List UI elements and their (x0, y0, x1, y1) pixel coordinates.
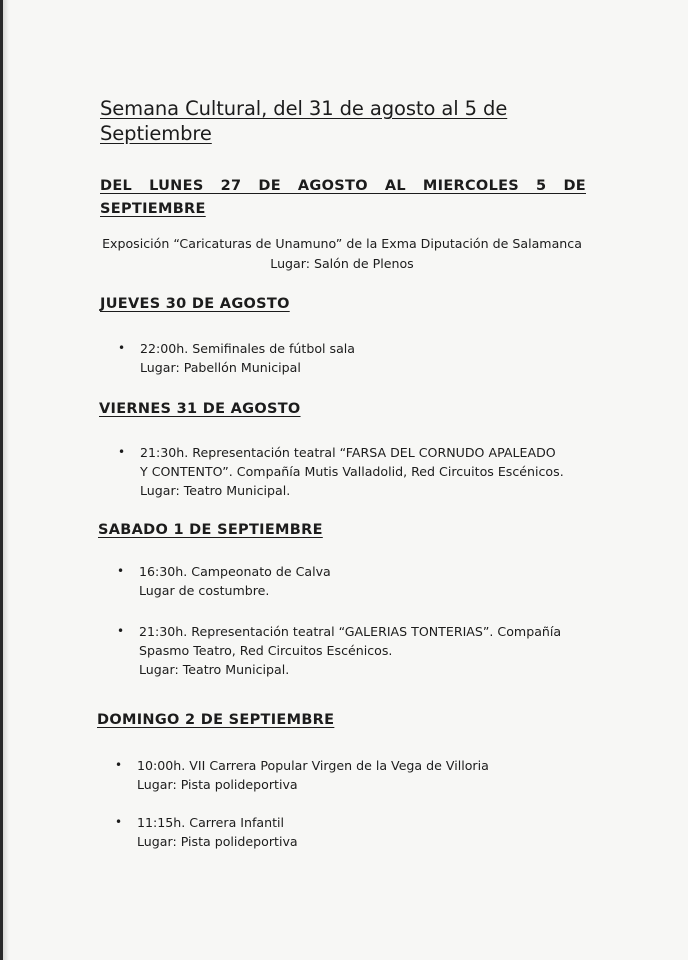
exhibition-heading: DEL LUNES 27 DE AGOSTO AL MIERCOLES 5 DE SEPTIEMBRE (100, 178, 586, 217)
day-heading-domingo: DOMINGO 2 DE SEPTIEMBRE (97, 712, 335, 728)
event-line: 16:30h. Campeonato de Calva (139, 564, 331, 579)
event-place: Lugar de costumbre. (139, 583, 270, 598)
event-item (118, 443, 564, 500)
bullet-icon: • (118, 341, 126, 355)
event-place: Lugar: Teatro Municipal. (140, 483, 291, 498)
event-line: 10:00h. VII Carrera Popular Virgen de la Vega de Villoria (137, 758, 489, 773)
exhibition-place: Lugar: Salón de Plenos (270, 256, 414, 271)
event-line: 21:30h. Representación teatral “GALERIAS TONTERIAS”. Compañía (139, 624, 562, 639)
document-title: Semana Cultural, del 31 de agosto al 5 de Septiembre (100, 97, 508, 145)
bullet-icon: • (115, 758, 123, 772)
event-item (117, 562, 331, 600)
event-place: Lugar: Teatro Municipal. (139, 662, 290, 677)
bullet-icon: • (118, 445, 126, 459)
day-heading-viernes: VIERNES 31 DE AGOSTO (99, 401, 301, 417)
bullet-icon: • (117, 624, 125, 638)
event-place: Lugar: Pista polideportiva (137, 834, 298, 849)
event-line: Y CONTENTO”. Compañía Mutis Valladolid, Red Circuitos Escénicos. (140, 464, 564, 479)
event-line: 22:00h. Semifinales de fútbol sala (140, 341, 356, 356)
exhibition-block (96, 234, 588, 274)
bullet-icon: • (115, 815, 123, 829)
event-item (115, 813, 298, 851)
event-line: Spasmo Teatro, Red Circuitos Escénicos. (139, 643, 393, 658)
event-place: Lugar: Pabellón Municipal (140, 360, 301, 375)
event-line: 21:30h. Representación teatral “FARSA DEL CORNUDO APALEADO (140, 445, 556, 460)
event-line: 11:15h. Carrera Infantil (137, 815, 285, 830)
event-place: Lugar: Pista polideportiva (137, 777, 298, 792)
bullet-icon: • (117, 564, 125, 578)
page-edge-shadow (3, 0, 9, 960)
event-item (115, 756, 489, 794)
exhibition-description: Exposición “Caricaturas de Unamuno” de la Exma Diputación de Salamanca (102, 236, 582, 251)
day-heading-jueves: JUEVES 30 DE AGOSTO (100, 296, 290, 312)
event-item (117, 622, 562, 679)
day-heading-sabado: SABADO 1 DE SEPTIEMBRE (98, 522, 323, 538)
event-item (118, 339, 356, 377)
